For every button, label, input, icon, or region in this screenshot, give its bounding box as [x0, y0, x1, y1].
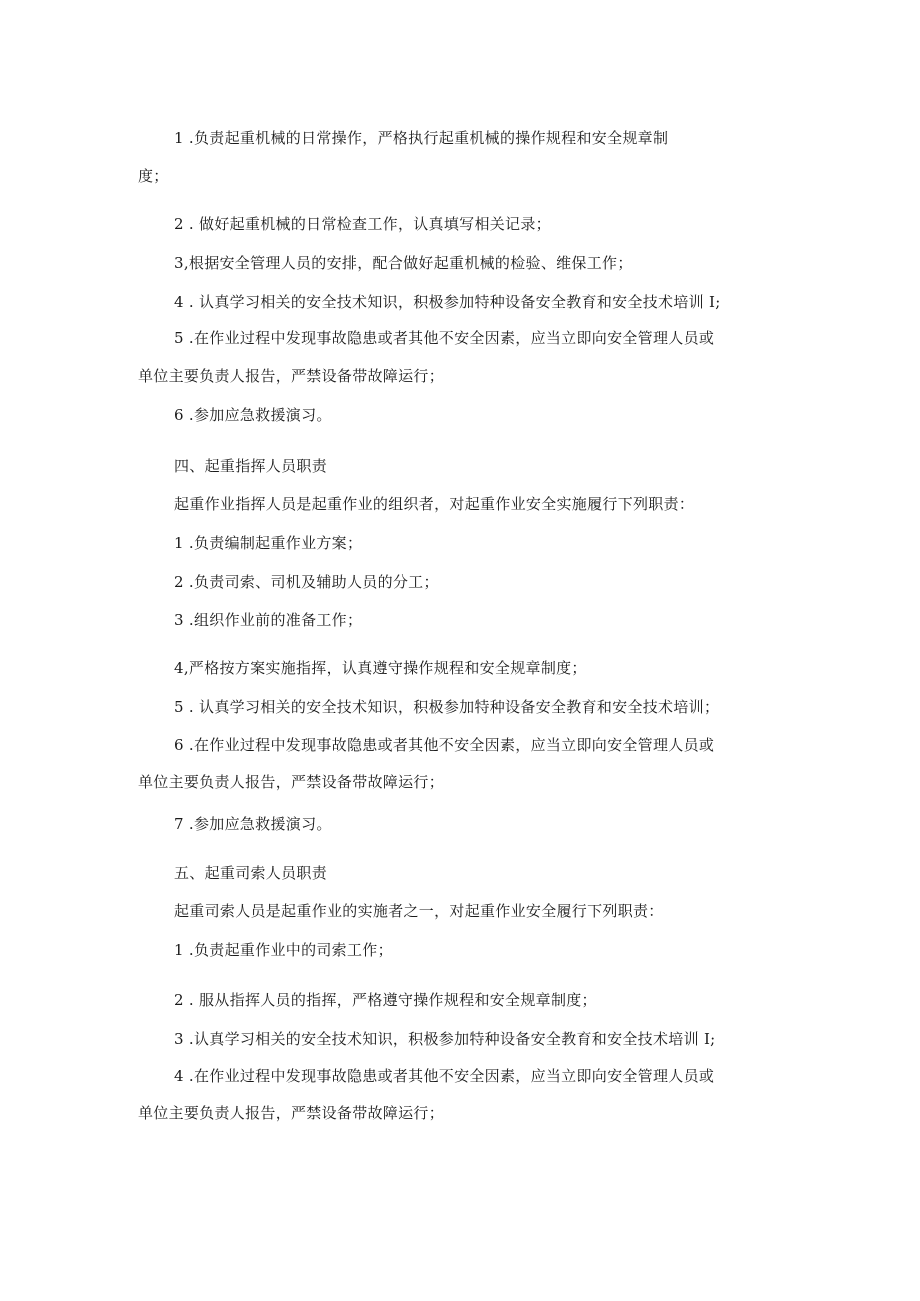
commander-duty-6-continued: 单位主要负责人报告，严禁设备带故障运行； — [138, 773, 445, 791]
operator-duty-6: 6 .参加应急救援演习。 — [174, 406, 332, 424]
commander-intro: 起重作业指挥人员是起重作业的组织者，对起重作业安全实施履行下列职责： — [174, 495, 695, 513]
commander-duty-5: 5 . 认真学习相关的安全技术知识，积极参加特种设备安全教育和安全技术培训； — [174, 698, 720, 716]
rigger-duty-1: 1 .负责起重作业中的司索工作； — [174, 941, 393, 959]
section-heading-rigger: 五、起重司索人员职责 — [174, 864, 328, 882]
operator-duty-2: 2 . 做好起重机械的日常检查工作，认真填写相关记录； — [174, 215, 551, 233]
rigger-duty-4-continued: 单位主要负责人报告，严禁设备带故障运行； — [138, 1104, 445, 1122]
operator-duty-3: 3,根据安全管理人员的安排，配合做好起重机械的检验、维保工作； — [174, 254, 633, 272]
commander-duty-6: 6 .在作业过程中发现事故隐患或者其他不安全因素，应当立即向安全管理人员或 — [174, 736, 715, 754]
rigger-duty-4: 4 .在作业过程中发现事故隐患或者其他不安全因素，应当立即向安全管理人员或 — [174, 1067, 715, 1085]
operator-duty-4: 4 . 认真学习相关的安全技术知识，积极参加特种设备安全教育和安全技术培训 I; — [174, 293, 721, 311]
commander-duty-2: 2 .负责司索、司机及辅助人员的分工； — [174, 573, 439, 591]
operator-duty-5: 5 .在作业过程中发现事故隐患或者其他不安全因素，应当立即向安全管理人员或 — [174, 329, 715, 347]
commander-duty-7: 7 .参加应急救援演习。 — [174, 815, 332, 833]
commander-duty-1: 1 .负责编制起重作业方案； — [174, 534, 363, 552]
rigger-intro: 起重司索人员是起重作业的实施者之一，对起重作业安全履行下列职责： — [174, 902, 664, 920]
operator-duty-1-continued: 度； — [138, 167, 169, 185]
rigger-duty-2: 2 . 服从指挥人员的指挥，严格遵守操作规程和安全规章制度； — [174, 991, 597, 1009]
commander-duty-4: 4,严格按方案实施指挥，认真遵守操作规程和安全规章制度； — [174, 659, 587, 677]
rigger-duty-3: 3 .认真学习相关的安全技术知识，积极参加特种设备安全教育和安全技术培训 I; — [174, 1030, 716, 1048]
section-heading-commander: 四、起重指挥人员职责 — [174, 457, 328, 475]
operator-duty-1: 1 .负责起重机械的日常操作，严格执行起重机械的操作规程和安全规章制 — [174, 129, 669, 147]
operator-duty-5-continued: 单位主要负责人报告，严禁设备带故障运行； — [138, 367, 445, 385]
commander-duty-3: 3 .组织作业前的准备工作； — [174, 611, 363, 629]
